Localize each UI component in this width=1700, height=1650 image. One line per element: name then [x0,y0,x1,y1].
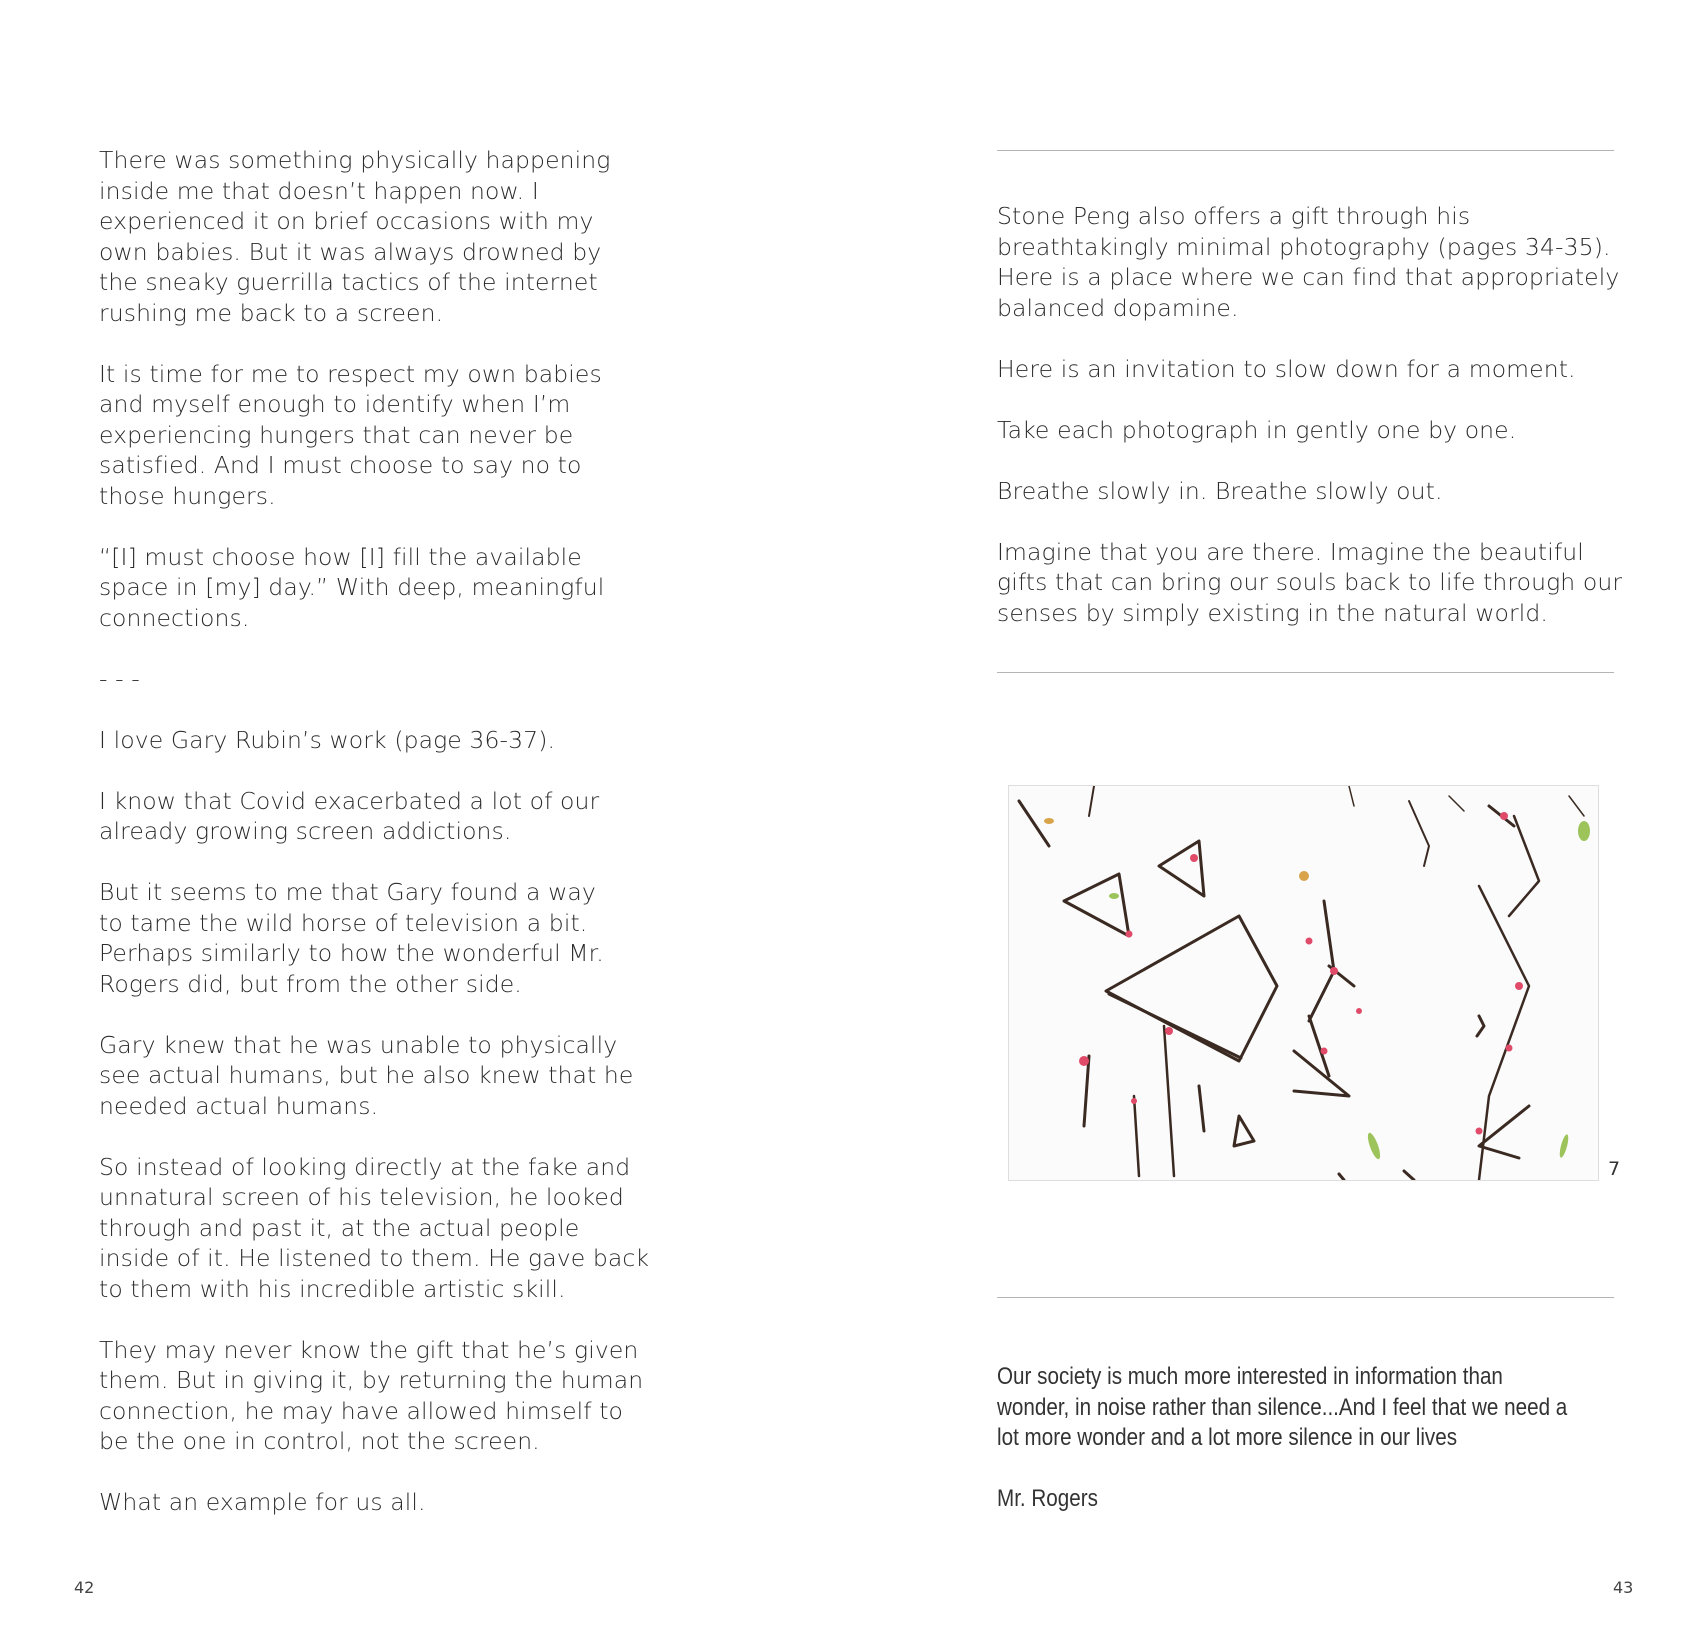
quote-text: Our society is much more interested in information than wonder, in noise rather than silence...And I feel that we need a lot more wonder and a lot more silence in our lives [997,1363,1568,1451]
paragraph: Imagine that you are there. Imagine the beautiful gifts that can bring our souls back to life through our senses by simply existing in the natural world. [997,537,1623,627]
page-number: 43 [1613,1578,1634,1597]
quote-attribution: Mr. Rogers [997,1485,1098,1512]
paragraph: I love Gary Rubin’s work (page 36-37). [99,725,556,754]
left-text-column [99,145,659,1548]
paragraph: They may never know the gift that he’s given them. But in giving it, by returning the human connection, he may have allowed himself to be the one in control, not the screen. [99,1335,644,1455]
paragraph: Breathe slowly in. Breathe slowly out. [997,476,1443,505]
paragraph: So instead of looking directly at the fake and unnatural screen of his television, he looked through and past it, at the actual people inside of it. He listened to them. He gave back to them with his incredible artistic skill. [99,1152,650,1303]
section-divider: - - - [99,664,140,693]
horizontal-rule [997,150,1614,151]
paragraph: I know that Covid exacerbated a lot of our already growing screen addictions. [99,786,600,845]
photograph-illustration [1009,786,1598,1180]
horizontal-rule [997,672,1614,673]
paragraph: Here is an invitation to slow down for a moment. [997,354,1576,383]
photograph [1008,785,1599,1181]
right-text-column [997,201,1637,659]
paragraph: Gary knew that he was unable to physically see actual humans, but he also knew that he needed actual humans. [99,1030,634,1120]
paragraph: Take each photograph in gently one by one. [997,415,1517,444]
paragraph: It is time for me to respect my own babies and myself enough to identify when I’m experiencing hungers that can never be satisfied. And I must choose to say no to those hungers. [99,359,602,510]
paragraph: But it seems to me that Gary found a way to tame the wild horse of television a bit. Perhaps similarly to how the wonderful Mr. Rogers did, but from the other side. [99,878,604,998]
paragraph: “[I] must choose how [I] fill the available space in [my] day.” With deep, meaningful connections. [99,542,605,632]
right-page [850,0,1700,1650]
horizontal-rule [997,1297,1614,1298]
page-number: 42 [74,1578,95,1597]
paragraph: There was something physically happening inside me that doesn’t happen now. I experienced it on brief occasions with my own babies. But it was always drowned by the sneaky guerrilla tactics of the internet rushing me back to a screen. [99,146,611,327]
photo-number: 7 [1608,1158,1621,1180]
paragraph: What an example for us all. [99,1488,426,1516]
paragraph: Stone Peng also offers a gift through his breathtakingly minimal photography (pages 34-35). Here is a place where we can find that appropriately balanced dopamine. [997,202,1620,322]
quote-block [997,1362,1637,1545]
